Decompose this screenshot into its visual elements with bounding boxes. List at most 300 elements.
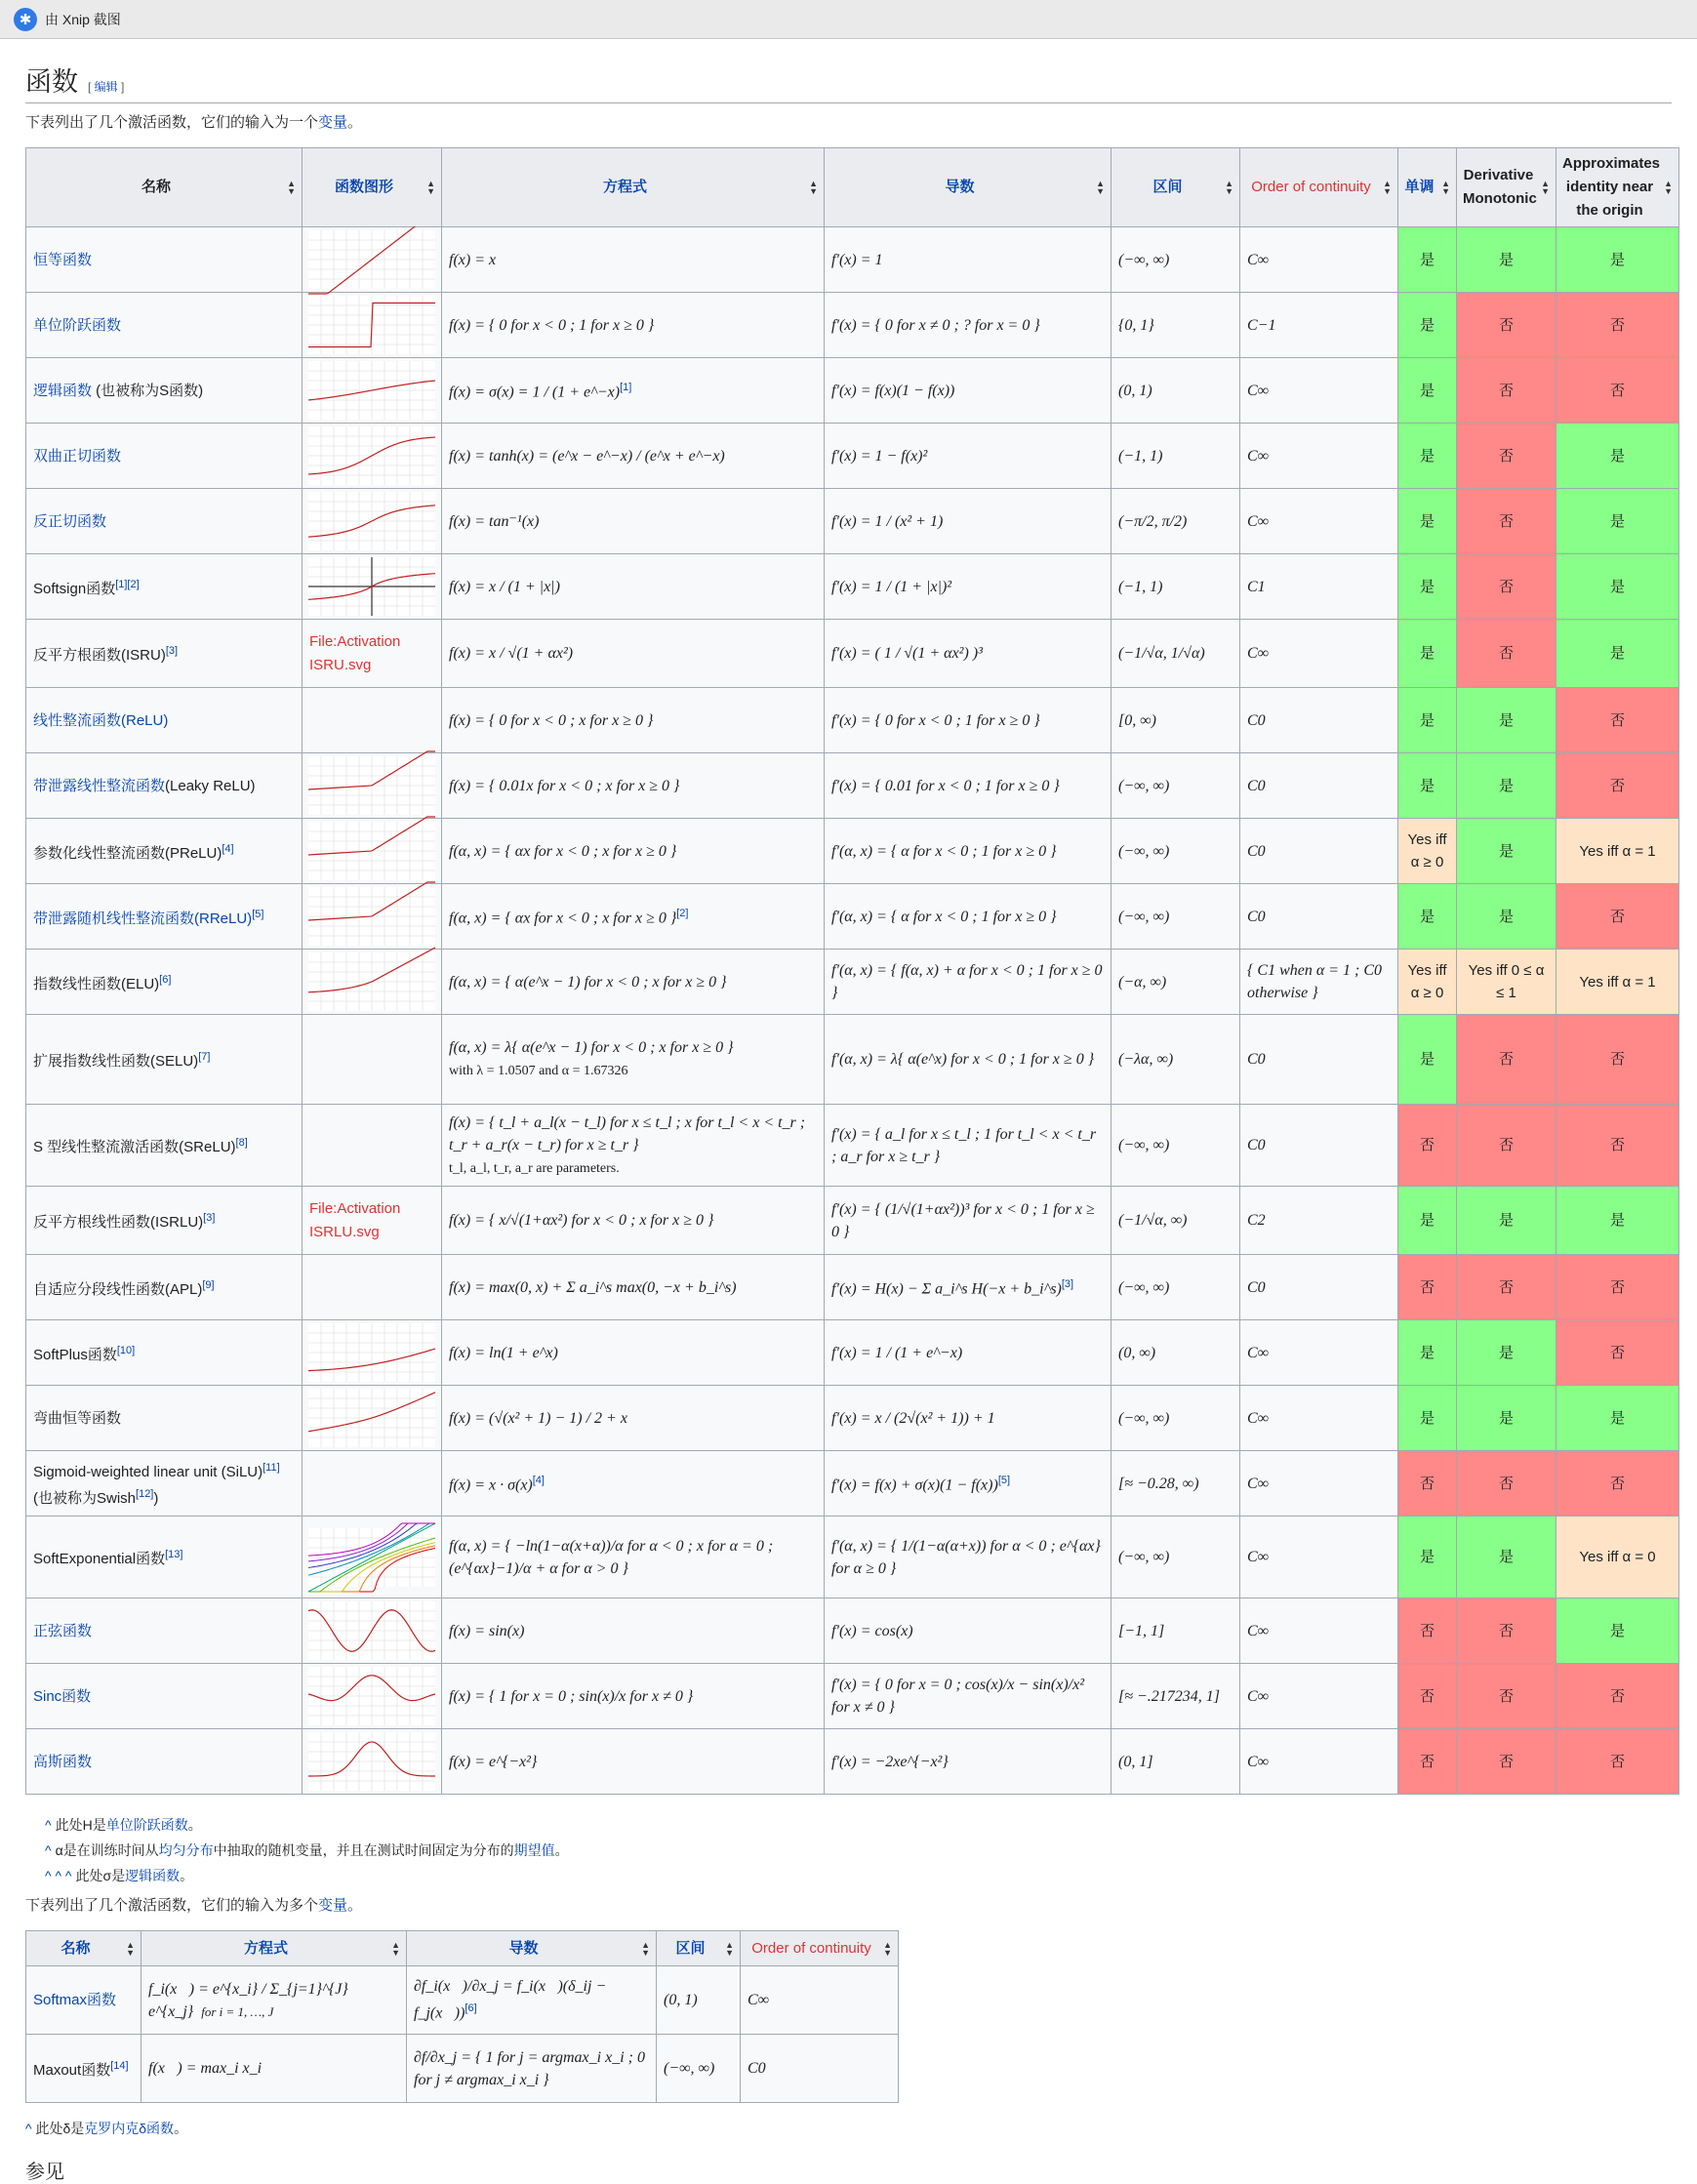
graph-cell [303, 1729, 442, 1795]
function-name: 参数化线性整流函数(PReLU) [33, 844, 222, 862]
monotonic-cell: 是 [1398, 424, 1457, 489]
function-name-link[interactable]: 恒等函数 [33, 251, 93, 268]
range-cell: (−∞, ∞) [1111, 1517, 1240, 1598]
derivative-cell [825, 819, 1111, 884]
column-header-label: 单调 [1404, 179, 1434, 195]
equation-cell [442, 1320, 825, 1386]
sort-icon[interactable]: ▲ ▼ [809, 179, 818, 196]
xnip-logo-icon: ✱ [14, 8, 37, 31]
equation: f(x) = x / √(1 + αx²) [449, 645, 574, 662]
sort-icon[interactable]: ▲ ▼ [1383, 179, 1392, 196]
function-name-link[interactable]: 高斯函数 [33, 1753, 93, 1770]
derivative-monotonic-cell: 是 [1457, 1320, 1556, 1386]
sort-icon[interactable]: ▲ ▼ [1096, 179, 1105, 196]
kronecker-link[interactable]: 克罗内克δ函数 [84, 2121, 175, 2136]
function-name-cell [26, 688, 303, 753]
function-name-cell [26, 884, 303, 950]
column-header-label: 方程式 [602, 179, 647, 195]
derivative: f′(x) = { a_l for x ≤ t_l ; 1 for t_l < x < t_r ; a_r for x ≥ t_r } [831, 1125, 1097, 1165]
reference-link[interactable]: [4] [222, 842, 234, 855]
derivative-monotonic-cell: 是 [1457, 688, 1556, 753]
equation-cell [442, 1517, 825, 1598]
equation-cell [442, 489, 825, 554]
approx-identity-cell: 是 [1556, 554, 1679, 620]
derivative: f′(α, x) = λ{ α(e^x) for x < 0 ; 1 for x ≥ 0 } [831, 1051, 1095, 1068]
equation-cell [442, 950, 825, 1015]
derivative-cell [825, 688, 1111, 753]
reference-link[interactable]: [4] [532, 1475, 545, 1487]
column-header[interactable] [1240, 148, 1398, 227]
derivative-cell [825, 884, 1111, 950]
derivative-monotonic-cell: Yes iff 0 ≤ α ≤ 1 [1457, 950, 1556, 1015]
derivative-monotonic-cell: 否 [1457, 1105, 1556, 1187]
footnote-link[interactable]: 均匀分布 [158, 1842, 214, 1858]
function-name-cell [26, 1187, 303, 1255]
derivative-monotonic-cell: 否 [1457, 1255, 1556, 1320]
table-row [26, 1598, 1679, 1664]
approx-identity-cell: 否 [1556, 753, 1679, 819]
continuity-cell: C∞ [1240, 1664, 1398, 1729]
derivative: ∂f/∂x_j = { 1 for j = argmax_i x_i ; 0 for j ≠ argmax_i x_i } [414, 2048, 645, 2088]
footnote-text: 此处H是 [55, 1817, 106, 1833]
function-name-link[interactable]: Sinc函数 [33, 1687, 92, 1705]
function-name-cell [26, 950, 303, 1015]
equation-cell [442, 1598, 825, 1664]
footnote-link[interactable]: 逻辑函数 [125, 1868, 181, 1883]
reference-link[interactable]: [11] [263, 1462, 280, 1474]
column-header-label: 名称 [61, 1939, 91, 1957]
sort-icon[interactable]: ▲ ▼ [426, 179, 435, 196]
range-cell: (0, ∞) [1111, 1320, 1240, 1386]
function-name: 扩展指数线性函数(SELU) [33, 1053, 199, 1070]
derivative: f′(α, x) = { α for x < 0 ; 1 for x ≥ 0 } [831, 842, 1057, 860]
reference-link[interactable]: [6] [465, 2002, 477, 2015]
graph-cell [303, 1320, 442, 1386]
graph-cell [303, 1451, 442, 1517]
column-header[interactable] [1398, 148, 1457, 227]
sine-plot-icon [308, 1601, 435, 1660]
approx-identity-cell: 否 [1556, 1320, 1679, 1386]
column-header[interactable] [825, 148, 1111, 227]
equation: f(x) = { x/√(1+αx²) for x < 0 ; x for x ≥ 0 } [449, 1212, 714, 1229]
range-cell: [0, ∞) [1111, 688, 1240, 753]
function-name-cell [26, 620, 303, 688]
range-cell: (−π/2, π/2) [1111, 489, 1240, 554]
reference-link[interactable]: [5] [252, 908, 264, 920]
approx-identity-cell: Yes iff α = 1 [1556, 819, 1679, 884]
continuity-cell: C0 [1240, 1105, 1398, 1187]
monotonic-cell: 是 [1398, 554, 1457, 620]
derivative-cell [825, 1451, 1111, 1517]
graph-cell [303, 1517, 442, 1598]
reference-link[interactable]: [10] [116, 1344, 136, 1356]
table-row [26, 620, 1679, 688]
column-header-label: 名称 [141, 179, 171, 195]
approx-identity-cell: 是 [1556, 1598, 1679, 1664]
function-name-link[interactable]: 带泄露线性整流函数 [33, 777, 166, 794]
equation-cell [442, 293, 825, 358]
variables-link[interactable]: 变量 [318, 1897, 348, 1914]
derivative-cell [825, 1664, 1111, 1729]
monotonic-cell: 是 [1398, 227, 1457, 293]
derivative: f′(x) = { (1/√(1+αx²))³ for x < 0 ; 1 for x ≥ 0 } [831, 1200, 1095, 1240]
monotonic-cell: 是 [1398, 489, 1457, 554]
range-cell: (−α, ∞) [1111, 950, 1240, 1015]
equation-cell [442, 884, 825, 950]
graph-cell [303, 819, 442, 884]
derivative: f′(x) = { 0 for x ≠ 0 ; ? for x = 0 } [831, 316, 1040, 334]
table-row [26, 554, 1679, 620]
equation-cell [442, 1729, 825, 1795]
graph-file-name: File:Activation ISRLU.svg [309, 1199, 401, 1240]
equation: f(x) = { 0 for x < 0 ; x for x ≥ 0 } [449, 711, 654, 729]
derivative-monotonic-cell: 是 [1457, 1517, 1556, 1598]
derivative: f′(x) = f(x) + σ(x)(1 − f(x)) [831, 1476, 998, 1494]
derivative-cell [825, 293, 1111, 358]
equation-cell [442, 688, 825, 753]
derivative-cell [825, 1320, 1111, 1386]
reference-link[interactable]: [3] [165, 645, 179, 657]
footnote-suffix: 。 [174, 2121, 188, 2136]
equation-cell [442, 1451, 825, 1517]
sort-icon[interactable]: ▲ ▼ [1664, 179, 1673, 196]
reference-link[interactable]: [6] [159, 973, 172, 986]
function-name-cell [26, 1517, 303, 1598]
sinc-plot-icon [308, 1667, 435, 1725]
column-header[interactable] [407, 1931, 657, 1966]
approx-identity-cell: 否 [1556, 1105, 1679, 1187]
reference-link[interactable]: [7] [198, 1051, 211, 1063]
monotonic-cell: 是 [1398, 1015, 1457, 1105]
table-row [26, 424, 1679, 489]
sort-icon[interactable]: ▲ ▼ [883, 1939, 892, 1958]
equation-cell [141, 1966, 407, 2035]
monotonic-cell: 是 [1398, 884, 1457, 950]
approx-identity-cell: 否 [1556, 1664, 1679, 1729]
column-header[interactable] [442, 148, 825, 227]
graph-cell [303, 1015, 442, 1105]
reference-link[interactable]: [13] [165, 1549, 183, 1560]
footnote-item [45, 1863, 1672, 1888]
intro2-text: 下表列出了几个激活函数，它们的输入为多个 [25, 1897, 319, 1914]
function-name-link[interactable]: 单位阶跃函数 [33, 316, 122, 334]
reference-link[interactable]: [3] [203, 1212, 216, 1224]
approx-identity-cell: 否 [1556, 688, 1679, 753]
function-name: 弯曲恒等函数 [33, 1409, 122, 1427]
derivative: f′(x) = { 0 for x = 0 ; cos(x)/x − sin(x)/x² for x ≠ 0 } [831, 1677, 1084, 1716]
footnote-backlink[interactable]: ^ [45, 1817, 52, 1833]
table-row [26, 1320, 1679, 1386]
equation: f(x) = { 1 for x = 0 ; sin(x)/x for x ≠ 0 } [449, 1687, 694, 1705]
derivative: f′(x) = cos(x) [831, 1622, 913, 1639]
continuity-cell: C0 [1240, 688, 1398, 753]
function-name-cell [26, 1320, 303, 1386]
footnote-item [45, 1838, 1672, 1863]
derivative-cell [407, 1966, 657, 2035]
continuity-cell: C∞ [1240, 358, 1398, 424]
range-cell: (−1/√α, 1/√α) [1111, 620, 1240, 688]
variable-link[interactable]: 变量 [318, 114, 348, 131]
function-name-cell [26, 424, 303, 489]
equation: f(α, x) = { αx for x < 0 ; x for x ≥ 0 } [449, 910, 677, 927]
function-name: SoftPlus函数 [33, 1346, 117, 1363]
derivative-cell [825, 950, 1111, 1015]
footnote-backlink[interactable]: ^ [45, 1842, 52, 1858]
table-row [26, 1255, 1679, 1320]
equation-cell [442, 1386, 825, 1451]
table-row [26, 1187, 1679, 1255]
reference-link[interactable]: [1] [620, 382, 632, 394]
reference-link[interactable]: [14] [110, 2060, 129, 2072]
graph-file-link[interactable] [303, 620, 442, 688]
continuity-cell: C∞ [1240, 227, 1398, 293]
function-name-cell [26, 489, 303, 554]
function-name-link[interactable]: Softmax函数 [33, 1992, 117, 2008]
column-header-label: Order of continuity [751, 1939, 871, 1957]
table-row [26, 1517, 1679, 1598]
continuity-cell: C∞ [741, 1966, 899, 2035]
table-row [26, 1729, 1679, 1795]
continuity-cell: C∞ [1240, 424, 1398, 489]
derivative-monotonic-cell: 否 [1457, 554, 1556, 620]
intro2-suffix: 。 [347, 1897, 363, 1914]
monotonic-cell: 否 [1398, 1255, 1457, 1320]
approx-identity-cell: 是 [1556, 1187, 1679, 1255]
function-name-link[interactable]: 正弦函数 [33, 1622, 93, 1639]
derivative-monotonic-cell: 否 [1457, 1729, 1556, 1795]
continuity-cell: C∞ [1240, 1598, 1398, 1664]
derivative: f′(α, x) = { 1/(1−α(α+x)) for α < 0 ; e^{αx} for α ≥ 0 } [831, 1537, 1101, 1577]
function-name-link[interactable]: 逻辑函数 [33, 382, 93, 399]
reference-link[interactable]: [3] [1061, 1278, 1074, 1291]
column-header[interactable] [303, 148, 442, 227]
intro2-paragraph [25, 1894, 1672, 1915]
column-header[interactable] [141, 1931, 407, 1966]
table-body [26, 227, 1679, 1795]
footnote-text: 此处σ是 [75, 1868, 126, 1883]
column-header[interactable] [26, 148, 303, 227]
equation: f(x) = x / (1 + |x|) [449, 578, 560, 595]
derivative-cell [825, 358, 1111, 424]
continuity-cell: C∞ [1240, 1517, 1398, 1598]
monotonic-cell: 是 [1398, 293, 1457, 358]
function-name-link[interactable]: 线性整流函数(ReLU) [33, 711, 169, 729]
monotonic-cell: Yes iff α ≥ 0 [1398, 819, 1457, 884]
function-name-link[interactable]: 双曲正切函数 [33, 447, 122, 465]
table-row [26, 1451, 1679, 1517]
equation-cell [442, 554, 825, 620]
graph-file-link[interactable] [303, 1187, 442, 1255]
equation: f_i(x⃗) = e^{x_i} / Σ_{j=1}^{J} e^{x_j} [148, 1980, 348, 2020]
continuity-cell: C0 [741, 2035, 899, 2103]
graph-cell [303, 950, 442, 1015]
derivative-monotonic-cell: 是 [1457, 753, 1556, 819]
table-row [26, 950, 1679, 1015]
monotonic-cell: 否 [1398, 1598, 1457, 1664]
sort-icon[interactable]: ▲ ▼ [391, 1939, 400, 1958]
derivative: f′(α, x) = { α for x < 0 ; 1 for x ≥ 0 } [831, 908, 1057, 925]
function-name: 反平方根函数(ISRU) [33, 647, 166, 664]
column-header-label: 导数 [508, 1939, 539, 1957]
range-cell: (0, 1) [657, 1966, 741, 2035]
footnote-text: 。 [180, 1868, 194, 1883]
derivative-monotonic-cell: 否 [1457, 620, 1556, 688]
graph-cell [303, 1386, 442, 1451]
continuity-cell: C∞ [1240, 1451, 1398, 1517]
section-title: 函数 [25, 67, 78, 97]
table-row [26, 1015, 1679, 1105]
function-name-suffix: (Leaky ReLU) [165, 777, 256, 794]
derivative: f′(x) = x / (2√(x² + 1)) + 1 [831, 1409, 995, 1427]
reference-link[interactable]: [2] [676, 908, 689, 920]
sort-icon[interactable]: ▲ ▼ [126, 1939, 135, 1958]
derivative-monotonic-cell: 是 [1457, 227, 1556, 293]
sort-icon[interactable]: ▲ ▼ [1441, 179, 1450, 196]
sort-icon[interactable]: ▲ ▼ [725, 1939, 734, 1958]
equation-cell [442, 424, 825, 489]
approx-identity-cell: Yes iff α = 1 [1556, 950, 1679, 1015]
continuity-cell: { C1 when α = 1 ; C0 otherwise } [1240, 950, 1398, 1015]
continuity-cell: C0 [1240, 1255, 1398, 1320]
continuity-cell: C∞ [1240, 1386, 1398, 1451]
footnote-link[interactable]: 期望值 [513, 1842, 555, 1858]
gauss-plot-icon [308, 1732, 435, 1791]
table-row [26, 293, 1679, 358]
reference-link[interactable]: [9] [202, 1278, 215, 1291]
edit-link[interactable]: 编辑 [94, 80, 118, 94]
continuity-cell: C∞ [1240, 1320, 1398, 1386]
monotonic-cell: 是 [1398, 1320, 1457, 1386]
equation: f(x) = σ(x) = 1 / (1 + e^−x) [449, 384, 621, 401]
approx-identity-cell: 否 [1556, 1255, 1679, 1320]
equation: f(x) = { t_l + a_l(x − t_l) for x ≤ t_l ; x for t_l < x < t_r ; t_r + a_r(x − t_r) for x ≥ t_r } [449, 1113, 806, 1153]
window-titlebar [0, 0, 1697, 39]
derivative: f′(x) = f(x)(1 − f(x)) [831, 382, 955, 399]
equation: f(x) = tan⁻¹(x) [449, 512, 540, 530]
function-name-cell: Sigmoid-weighted linear unit (SiLU)[11] (也被称为Swish[12]) [26, 1451, 303, 1517]
derivative: f′(x) = H(x) − Σ a_i^s H(−x + b_i^s) [831, 1280, 1062, 1298]
column-header-label: Approximates identity near the origin [1562, 155, 1661, 219]
column-header[interactable] [657, 1931, 741, 1966]
function-name-cell [26, 1966, 141, 2035]
function-name-cell [26, 554, 303, 620]
derivative-cell [825, 1015, 1111, 1105]
equation: f(x) = { 0.01x for x < 0 ; x for x ≥ 0 } [449, 777, 680, 794]
range-cell: (−1, 1) [1111, 424, 1240, 489]
softexp-plot-icon [308, 1528, 435, 1587]
elu-plot-icon [308, 952, 435, 1011]
derivative-cell [825, 1729, 1111, 1795]
section-heading [25, 53, 1672, 99]
column-header[interactable] [1457, 148, 1556, 227]
range-cell: [≈ −.217234, 1] [1111, 1664, 1240, 1729]
intro-text: 下表列出了几个激活函数，它们的输入为一个 [25, 114, 319, 131]
column-header[interactable] [1111, 148, 1240, 227]
derivative: f′(x) = 1 − f(x)² [831, 447, 928, 465]
range-cell: (−∞, ∞) [657, 2035, 741, 2103]
function-name: 指数线性函数(ELU) [33, 975, 160, 992]
equation: f(x) = (√(x² + 1) − 1) / 2 + x [449, 1409, 627, 1427]
equation: f(α, x) = { αx for x < 0 ; x for x ≥ 0 } [449, 842, 677, 860]
column-header-label: Order of continuity [1251, 179, 1371, 195]
function-name-cell [26, 2035, 141, 2103]
approx-identity-cell: 否 [1556, 293, 1679, 358]
derivative-monotonic-cell: 否 [1457, 293, 1556, 358]
footnote-text: 中抽取的随机变量，并且在测试时间固定为分布的 [213, 1842, 514, 1858]
graph-cell [303, 884, 442, 950]
see-also-heading: 参见 [25, 2162, 64, 2183]
equation-cell [442, 1015, 825, 1105]
reference-link[interactable]: [8] [235, 1137, 248, 1149]
footnote-item [45, 1812, 1672, 1838]
derivative: f′(x) = 1 [831, 251, 883, 268]
footnote-link[interactable]: 单位阶跃函数 [105, 1817, 188, 1833]
reference-link[interactable]: [5] [997, 1475, 1011, 1487]
softplus-plot-icon [308, 1323, 435, 1382]
reference-link[interactable]: [1][2] [115, 578, 140, 590]
function-name-cell [26, 1105, 303, 1187]
article-content [0, 39, 1672, 2184]
derivative: f′(x) = ( 1 / √(1 + αx²) )³ [831, 645, 983, 662]
function-name-link[interactable]: 反正切函数 [33, 512, 107, 530]
derivative-monotonic-cell: 否 [1457, 424, 1556, 489]
equation-cell [442, 1187, 825, 1255]
derivative-cell [407, 2035, 657, 2103]
derivative-monotonic-cell: 是 [1457, 1386, 1556, 1451]
footnote-text: α是在训练时间从 [55, 1842, 159, 1858]
function-name: S 型线性整流激活函数(SReLU) [33, 1139, 236, 1155]
sort-icon[interactable]: ▲ ▼ [1541, 179, 1550, 196]
equation-cell [442, 620, 825, 688]
derivative-cell [825, 1187, 1111, 1255]
column-header[interactable] [26, 1931, 141, 1966]
range-cell: [≈ −0.28, ∞) [1111, 1451, 1240, 1517]
monotonic-cell: 否 [1398, 1451, 1457, 1517]
range-cell: (−∞, ∞) [1111, 1255, 1240, 1320]
arctan-plot-icon [308, 492, 435, 550]
equation: f(x) = sin(x) [449, 1622, 525, 1639]
function-name-cell [26, 358, 303, 424]
column-header[interactable] [741, 1931, 899, 1966]
sort-icon[interactable]: ▲ ▼ [287, 179, 296, 196]
table-row [26, 489, 1679, 554]
footnote-caret[interactable]: ^ [25, 2121, 32, 2136]
reference-link[interactable]: [12] [136, 1488, 154, 1500]
tanh-plot-icon [308, 426, 435, 485]
sort-icon[interactable]: ▲ ▼ [641, 1939, 650, 1958]
function-name-cell [26, 1255, 303, 1320]
equation-cell [442, 819, 825, 884]
derivative-cell [825, 554, 1111, 620]
footnote-text: 。 [187, 1817, 202, 1833]
softsign-plot-icon [308, 557, 435, 616]
continuity-cell: C−1 [1240, 293, 1398, 358]
derivative: f′(x) = { 0 for x < 0 ; 1 for x ≥ 0 } [831, 711, 1040, 729]
range-cell: (0, 1) [1111, 358, 1240, 424]
function-name-cell [26, 819, 303, 884]
derivative-monotonic-cell: 否 [1457, 358, 1556, 424]
function-name-link[interactable]: 带泄露随机线性整流函数(RReLU) [33, 910, 253, 927]
equation-cell [442, 227, 825, 293]
column-header[interactable] [1556, 148, 1679, 227]
heading-divider [25, 102, 1672, 103]
footnote-backlink[interactable]: ^ ^ ^ [45, 1868, 72, 1883]
column-header-label: 区间 [675, 1939, 706, 1957]
range-cell: (−∞, ∞) [1111, 884, 1240, 950]
column-header-label: 方程式 [243, 1939, 288, 1957]
equation-cell [442, 358, 825, 424]
sort-icon[interactable]: ▲ ▼ [1225, 179, 1233, 196]
